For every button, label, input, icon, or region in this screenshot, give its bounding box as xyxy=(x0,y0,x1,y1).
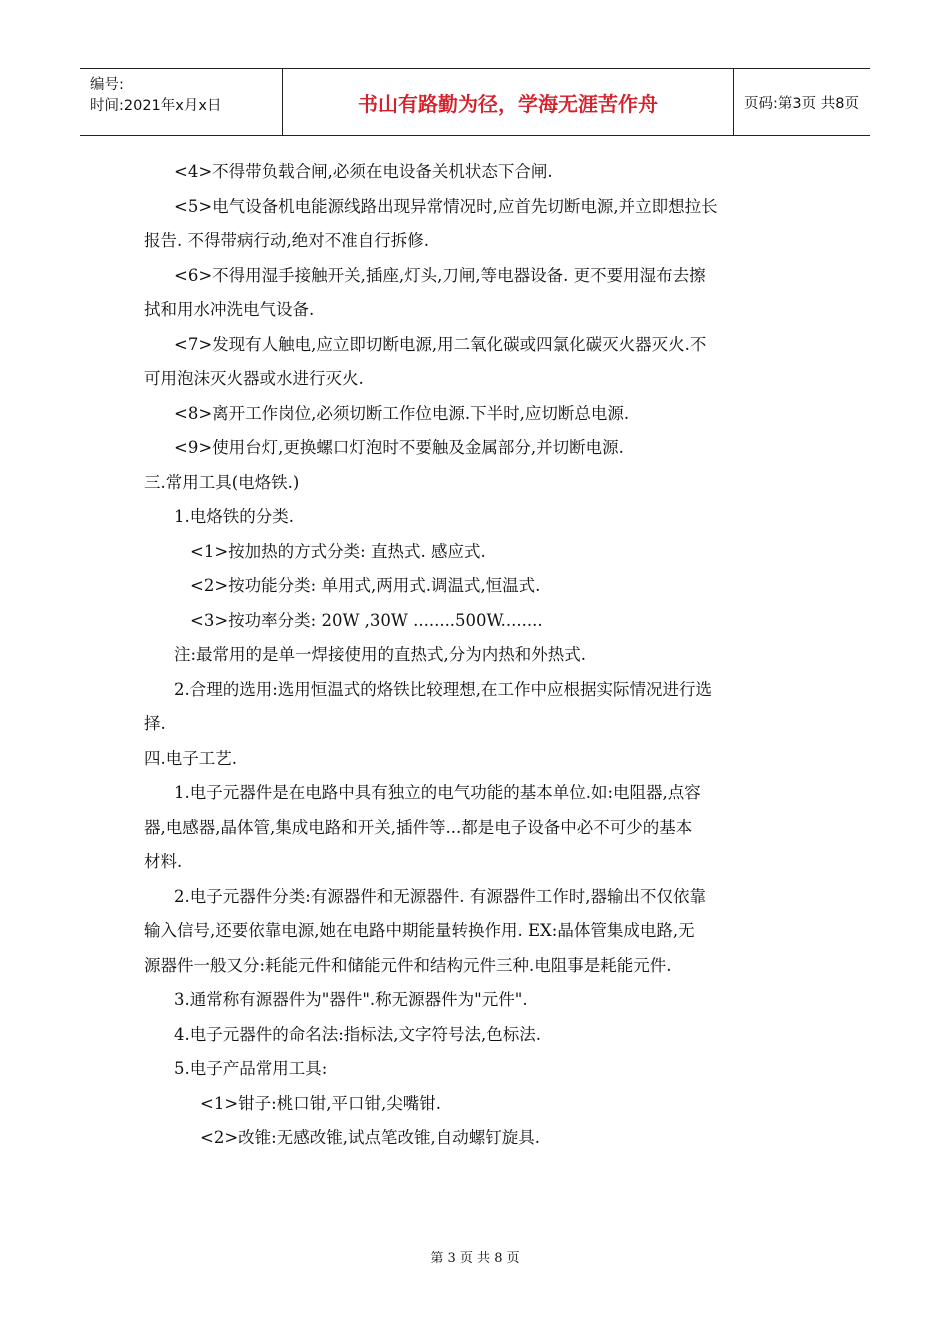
body-line: 1.电子元器件是在电路中具有独立的电气功能的基本单位.如:电阻器,点容 xyxy=(174,783,701,802)
body-line: 1.电烙铁的分类. xyxy=(174,507,294,526)
page-header xyxy=(80,68,870,136)
body-line: 源器件一般又分:耗能元件和储能元件和结构元件三种.电阻事是耗能元件. xyxy=(144,955,672,975)
body-line: 拭和用水冲洗电气设备. xyxy=(144,300,315,319)
body-line: 三.常用工具(电烙铁.) xyxy=(144,472,300,492)
body-line: 报告. 不得带病行动,绝对不准自行拆修. xyxy=(144,231,429,250)
body-line: <7>发现有人触电,应立即切断电源,用二氧化碳或四氯化碳灭火器灭火.不 xyxy=(174,334,707,354)
body-line: 可用泡沫灭火器或水进行灭火. xyxy=(144,369,364,388)
body-line: <1>按加热的方式分类: 直热式. 感应式. xyxy=(190,541,486,561)
body-line: <2>按功能分类: 单用式,两用式.调温式,恒温式. xyxy=(190,576,541,595)
body-line: <4>不得带负载合闸,必须在电设备关机状态下合闸. xyxy=(174,162,553,181)
body-line: 2.合理的选用:选用恒温式的烙铁比较理想,在工作中应根据实际情况进行选 xyxy=(174,679,713,699)
date-line: 时间:2021年x月x日 xyxy=(90,98,222,114)
body-line: 材料. xyxy=(144,852,183,871)
body-line: 四.电子工艺. xyxy=(144,748,237,768)
code-label: 编号: xyxy=(90,77,124,93)
body-line: 择. xyxy=(144,714,166,733)
body-line: <8>离开工作岗位,必须切断工作位电源.下半时,应切断总电源. xyxy=(174,403,630,423)
body-line: 器,电感器,晶体管,集成电路和开关,插件等...都是电子设备中必不可少的基本 xyxy=(144,817,693,837)
body-line: <1>钳子:桃口钳,平口钳,尖嘴钳. xyxy=(200,1093,441,1113)
header-page-info: 页码:第3页 共8页 xyxy=(744,95,859,112)
body-line: 输入信号,还要依靠电源,她在电路中期能量转换作用. EX:晶体管集成电路,无 xyxy=(144,921,695,940)
body-line: 5.电子产品常用工具: xyxy=(174,1059,328,1078)
body-line: 3.通常称有源器件为"器件".称无源器件为"元件". xyxy=(174,990,528,1009)
body-line: <9>使用台灯,更换螺口灯泡时不要触及金属部分,并切断电源. xyxy=(174,438,624,457)
body-line: <6>不得用湿手接触开关,插座,灯头,刀闸,等电器设备. 更不要用湿布去擦 xyxy=(174,265,706,285)
document-body xyxy=(144,155,809,1156)
header-meta xyxy=(80,69,282,135)
header-motto: 书山有路勤为径，学海无涯苦作舟 xyxy=(282,69,734,135)
body-line: <5>电气设备机电能源线路出现异常情况时,应首先切断电源,并立即想拉长 xyxy=(174,196,718,216)
body-line: 4.电子元器件的命名法:指标法,文字符号法,色标法. xyxy=(174,1024,542,1044)
body-line: 2.电子元器件分类:有源器件和无源器件. 有源器件工作时,器输出不仅依靠 xyxy=(174,886,707,906)
body-line: 注:最常用的是单一焊接使用的直热式,分为内热和外热式. xyxy=(174,645,587,664)
body-line: <2>改锥:无感改锥,试点笔改锥,自动螺钉旋具. xyxy=(200,1128,540,1147)
page-footer: 第 3 页 共 8 页 xyxy=(430,1251,520,1266)
body-line: <3>按功率分类: 20W ,30W ........500W........ xyxy=(190,610,543,630)
